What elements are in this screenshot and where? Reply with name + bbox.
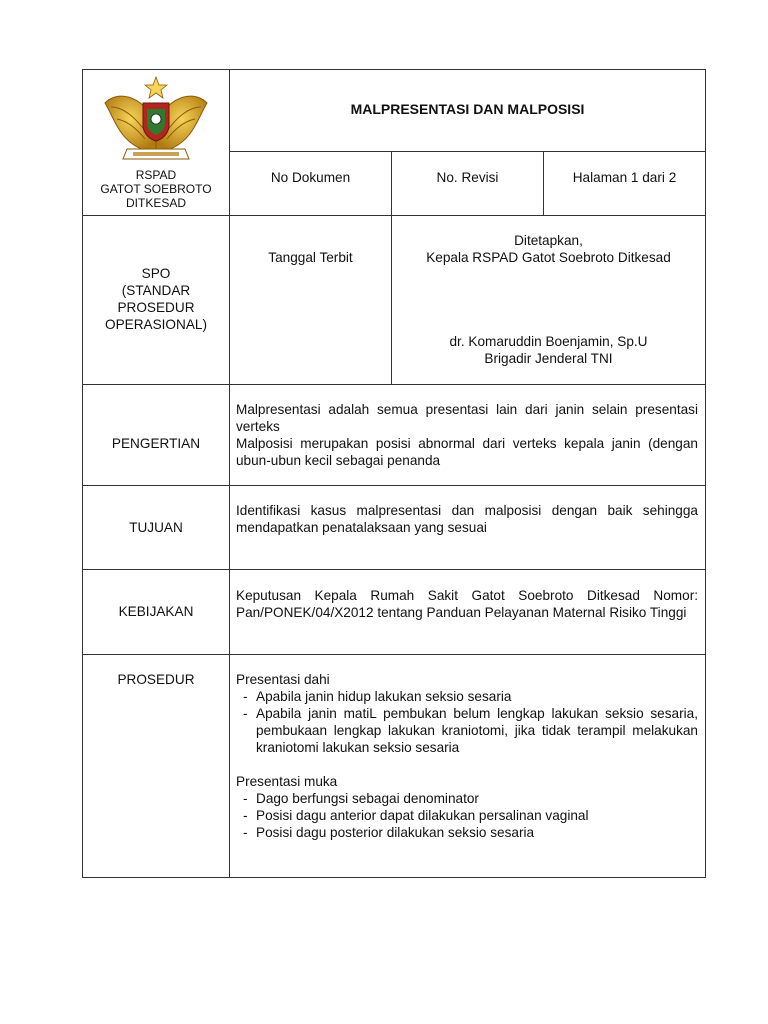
signer-rank: Brigadir Jenderal TNI bbox=[484, 351, 613, 366]
pengertian-paragraph: Malpresentasi adalah semua presentasi lain dari janin selain presentasi verteks bbox=[236, 402, 698, 434]
ditetapkan-text: Ditetapkan, bbox=[514, 233, 583, 248]
tanggal-terbit-label: Tanggal Terbit bbox=[268, 250, 353, 265]
prosedur-label: PROSEDUR bbox=[117, 672, 195, 687]
presentasi-muka-list bbox=[236, 790, 698, 841]
logo-cell bbox=[83, 70, 229, 215]
spo-label-line: OPERASIONAL) bbox=[105, 317, 207, 332]
no-dokumen-label: No Dokumen bbox=[270, 170, 351, 185]
presentasi-dahi-list bbox=[236, 688, 698, 756]
spo-label-line: (STANDAR bbox=[121, 283, 191, 298]
pengertian-content bbox=[236, 401, 698, 469]
column-divider bbox=[229, 70, 230, 877]
row-divider bbox=[229, 151, 705, 152]
rspad-emblem-icon bbox=[101, 73, 211, 165]
list-item: - Posisi dagu posterior dilakukan seksio sesaria bbox=[236, 824, 698, 841]
row-divider bbox=[83, 384, 705, 385]
list-item: - Dago berfungsi sebagai denominator bbox=[236, 790, 698, 807]
signer-name: dr. Komaruddin Boenjamin, Sp.U bbox=[449, 334, 648, 349]
pengertian-paragraph: Malposisi merupakan posisi abnormal dari verteks kepala janin (dengan ubun-ubun kecil sebagai penanda bbox=[236, 436, 698, 468]
halaman-label: Halaman 1 dari 2 bbox=[572, 170, 677, 185]
spo-label-line: SPO bbox=[141, 266, 171, 281]
presentasi-dahi-heading: Presentasi dahi bbox=[236, 672, 330, 687]
logo-text-line: GATOT SOEBROTO bbox=[100, 182, 212, 196]
kepala-text: Kepala RSPAD Gatot Soebroto Ditkesad bbox=[426, 250, 671, 265]
kebijakan-label: KEBIJAKAN bbox=[118, 604, 194, 619]
no-revisi-label: No. Revisi bbox=[436, 170, 499, 185]
logo-text-line: DITKESAD bbox=[125, 196, 186, 210]
row-divider bbox=[83, 569, 705, 570]
spo-document-table bbox=[82, 69, 706, 878]
prosedur-content bbox=[236, 671, 698, 841]
ditetapkan-block bbox=[392, 232, 705, 266]
pengertian-label: PENGERTIAN bbox=[111, 436, 201, 451]
list-item: - Posisi dagu anterior dapat dilakukan persalinan vaginal bbox=[236, 807, 698, 824]
signer-block bbox=[392, 333, 705, 367]
document-title: MALPRESENTASI DAN MALPOSISI bbox=[350, 101, 585, 117]
spo-label bbox=[83, 265, 229, 333]
logo-text-line: RSPAD bbox=[135, 168, 177, 182]
tujuan-content: Identifikasi kasus malpresentasi dan malposisi dengan baik sehingga mendapatkan penatalaksaan yang sesuai bbox=[236, 503, 698, 535]
spo-label-line: PROSEDUR bbox=[117, 300, 195, 315]
kebijakan-content: Keputusan Kepala Rumah Sakit Gatot Soebroto Ditkesad Nomor: Pan/PONEK/04/X2012 tentang Panduan Pelayanan Maternal Risiko Tinggi bbox=[236, 588, 698, 620]
row-divider bbox=[83, 654, 705, 655]
list-item: - Apabila janin matiL pembukan belum lengkap lakukan seksio sesaria, pembukaan lengkap lakukan kraniotomi, jika tidak terampil melakukan kraniotomi lakukan seksio sesaria bbox=[236, 705, 698, 756]
row-divider bbox=[83, 485, 705, 486]
list-item: - Apabila janin hidup lakukan seksio sesaria bbox=[236, 688, 698, 705]
presentasi-muka-heading: Presentasi muka bbox=[236, 774, 338, 789]
row-divider bbox=[83, 215, 705, 216]
tujuan-label: TUJUAN bbox=[129, 520, 183, 535]
